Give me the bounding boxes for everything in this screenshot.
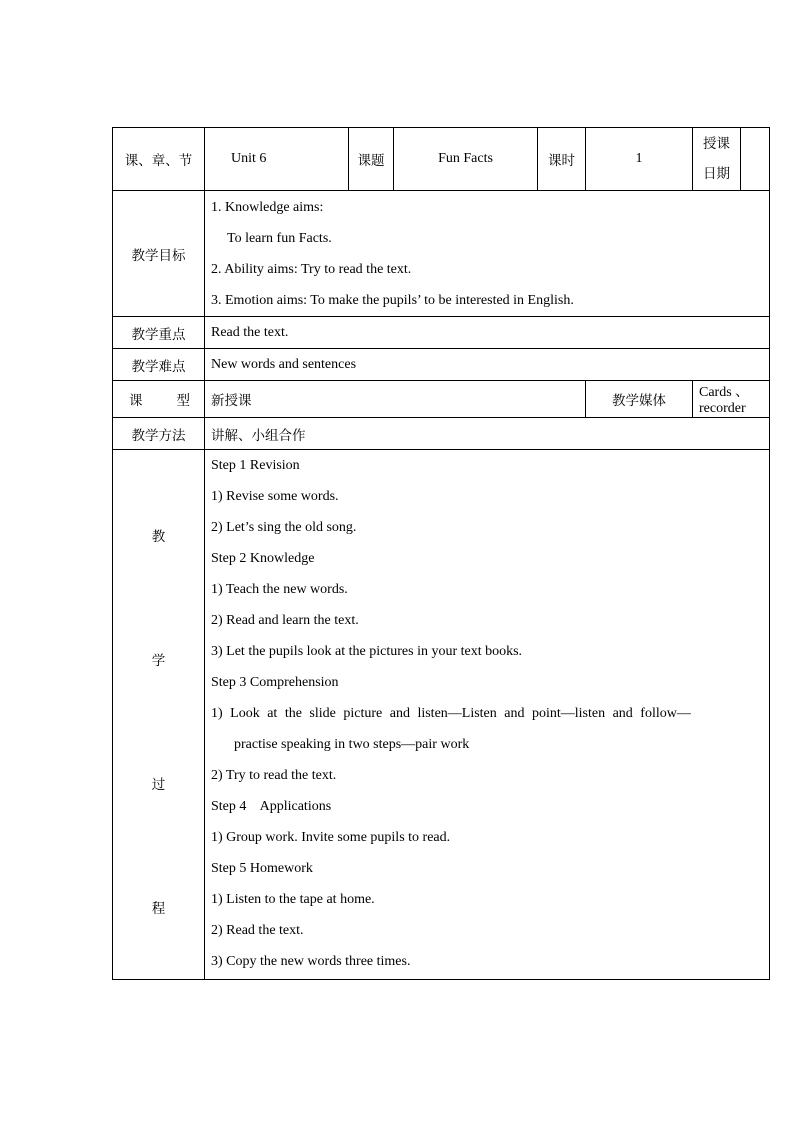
process-row xyxy=(113,450,770,980)
process-line: 1) Group work. Invite some pupils to read. xyxy=(211,830,451,845)
lesson-type-value: 新授课 xyxy=(205,381,586,418)
process-line: 1) Revise some words. xyxy=(211,489,339,504)
process-content xyxy=(205,450,770,980)
key-points-label: 教学重点 xyxy=(113,317,205,349)
process-line: Step 1 Revision xyxy=(211,458,300,473)
method-value: 讲解、小组合作 xyxy=(205,418,770,450)
date-value xyxy=(741,128,770,191)
date-label xyxy=(693,128,741,191)
media-value: Cards 、recorder xyxy=(693,381,770,418)
lesson-plan-sheet xyxy=(112,127,769,980)
key-points-value: Read the text. xyxy=(205,317,770,349)
lesson-type-label-a: 课 xyxy=(129,393,143,409)
period-value: 1 xyxy=(586,128,693,191)
process-line: 2) Read the text. xyxy=(211,923,304,938)
key-points-row xyxy=(113,317,770,349)
process-line: 2) Let’s sing the old song. xyxy=(211,520,357,535)
process-line: 1) Look at the slide picture and listen—Listen and point—listen and follow— xyxy=(211,706,691,721)
process-char: 教 xyxy=(151,528,166,545)
goal-line: 2. Ability aims: Try to read the text. xyxy=(211,261,412,277)
process-line: 1) Listen to the tape at home. xyxy=(211,892,375,907)
process-label xyxy=(113,450,205,980)
process-line: Step 2 Knowledge xyxy=(211,551,315,566)
lesson-type-label xyxy=(113,381,205,418)
process-line: Step 3 Comprehension xyxy=(211,675,339,690)
goals-content xyxy=(205,191,770,317)
unit-value: Unit 6 xyxy=(205,128,349,191)
process-line: practise speaking in two steps—pair work xyxy=(234,737,470,752)
process-line: Step 4 Applications xyxy=(211,799,332,814)
process-line: 1) Teach the new words. xyxy=(211,582,348,597)
process-line: Step 5 Homework xyxy=(211,861,313,876)
period-label: 课时 xyxy=(538,128,586,191)
method-row xyxy=(113,418,770,450)
lesson-plan-table xyxy=(112,127,770,980)
topic-label: 课题 xyxy=(349,128,394,191)
section-label: 课、章、节 xyxy=(113,128,205,191)
lesson-type-row xyxy=(113,381,770,418)
goal-line: To learn fun Facts. xyxy=(227,230,332,246)
topic-value: Fun Facts xyxy=(394,128,538,191)
goals-label: 教学目标 xyxy=(113,191,205,317)
process-line: 2) Try to read the text. xyxy=(211,768,337,783)
process-char: 过 xyxy=(151,776,166,793)
goal-line: 3. Emotion aims: To make the pupils’ to be interested in English. xyxy=(211,292,574,308)
date-label-line-2: 日期 xyxy=(703,166,730,182)
header-row xyxy=(113,128,770,191)
process-char: 学 xyxy=(151,652,166,669)
media-label: 教学媒体 xyxy=(586,381,693,418)
method-label: 教学方法 xyxy=(113,418,205,450)
date-label-line-1: 授课 xyxy=(703,136,730,152)
difficulties-row xyxy=(113,349,770,381)
difficulties-value: New words and sentences xyxy=(205,349,770,381)
process-char: 程 xyxy=(151,900,166,917)
goal-line: 1. Knowledge aims: xyxy=(211,199,324,215)
lesson-type-label-b: 型 xyxy=(176,393,190,409)
process-line: 3) Copy the new words three times. xyxy=(211,954,411,969)
goals-row xyxy=(113,191,770,317)
process-line: 3) Let the pupils look at the pictures in your text books. xyxy=(211,644,523,659)
difficulties-label: 教学难点 xyxy=(113,349,205,381)
process-line: 2) Read and learn the text. xyxy=(211,613,359,628)
